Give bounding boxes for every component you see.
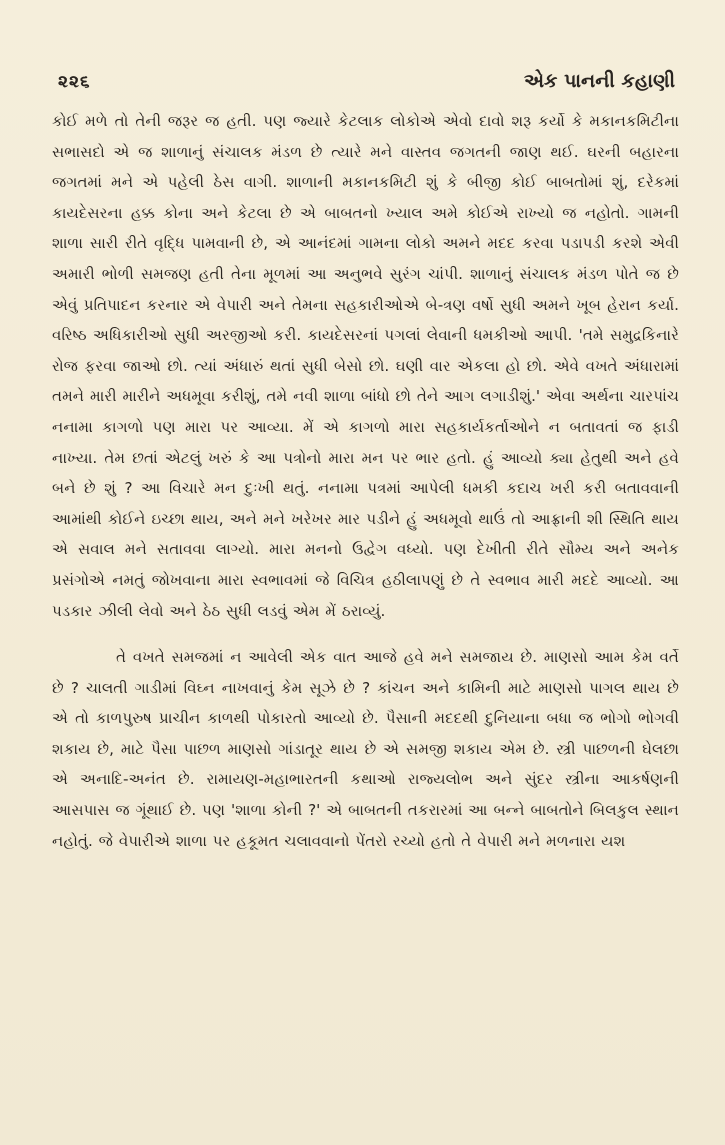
running-title: એક પાનની કહાણી xyxy=(524,70,675,92)
page-number: ૨૨૬ xyxy=(58,72,91,92)
paragraph-1: કોઈ મળે તો તેની જરૂર જ હતી. પણ જ્યારે કેટલાક લોકોએ એવો દાવો શરૂ કર્યો કે મકાનકમિટીના સભાસદો એ જ શાળાનું સંચાલક મંડળ છે ત્યારે મને વાસ્તવ જગતની જાણ થઈ. ઘરની બહારના જગતમાં મને એ પહેલી ઠેસ વાગી. શાળાની મકાનકમિટી શું કે બીજી કોઈ બાબતોમાં શું, દરેકમાં કાયદેસરના હક્ક કોના અને કેટલા છે એ બાબતનો ખ્યાલ અમે કોઈએ રાખ્યો જ નહોતો. ગામની શાળા સારી રીતે વૃદ્ધિ પામવાની છે, એ આનંદમાં ગામના લોકો અમને મદદ કરવા પડાપડી કરશે એવી અમારી ભોળી સમજણ હતી તેના મૂળમાં આ અનુભવે સુરંગ ચાંપી. શાળાનું સંચાલક મંડળ પોતે જ છે એવું પ્રતિપાદન કરનાર એ વેપારી અને તેમના સહકારીઓએ બે-ત્રણ વર્ષો સુધી અમને ખૂબ હેરાન કર્યા. વરિષ્ઠ અધિકારીઓ સુધી અરજીઓ કરી. કાયદેસરનાં પગલાં લેવાની ધમકીઓ આપી. 'તમે સમુદ્રકિનારે રોજ ફરવા જાઓ છો. ત્યાં અંધારું થતાં સુધી બેસો છો. ઘણી વાર એકલા હો છો. એવે વખતે અંધારામાં તમને મારી મારીને અધમૂવા કરીશું, તમે નવી શાળા બાંધો છો તેને આગ લગાડીશું.' એવા અર્થના ચારપાંચ નનામા કાગળો પણ મારા પર આવ્યા. મેં એ કાગળો મારા સહકાર્યકર્તાઓને ન બતાવતાં જ ફાડી નાખ્યા. તેમ છતાં એટલું ખરું કે આ પત્રોનો મારા મન પર ભાર હતો. હું આવ્યો ક્યા હેતુથી અને હવે બને છે શું ? આ વિચારે મન દુઃખી થતું. નનામા પત્રમાં આપેલી ધમકી કદાચ ખરી કરી બતાવવાની આમાંથી કોઈને ઇચ્છા થાય, અને મને ખરેખર માર પડીને હું અધમૂવો થાઉં તો આફ્રાની શી સ્થિતિ થાય એ સવાલ મને સતાવવા લાગ્યો. મારા મનનો ઉદ્વેગ વધ્યો. પણ દેખીતી રીતે સૌમ્ય અને અનેક પ્રસંગોએ નમતું જોખવાના મારા સ્વભાવમાં જે વિચિત્ર હઠીલાપણું છે તે સ્વભાવ મારી મદદે આવ્યો. આ પડકાર ઝીલી લેવો અને ઠેઠ સુધી લડવું એમ મેં ઠરાવ્યું. xyxy=(52,112,679,620)
body-text xyxy=(52,106,679,856)
page-header xyxy=(52,52,679,92)
paragraph-2: તે વખતે સમજમાં ન આવેલી એક વાત આજે હવે મને સમજાય છે. માણસો આમ કેમ વર્તે છે ? ચાલતી ગાડીમાં વિઘ્ન નાખવાનું કેમ સૂઝે છે ? કાંચન અને કામિની માટે માણસો પાગલ થાય છે એ તો કાળપુરુષ પ્રાચીન કાળથી પોકારતો આવ્યો છે. પૈસાની મદદથી દુનિયાના બધા જ ભોગો ભોગવી શકાય છે, માટે પૈસા પાછળ માણસો ગાંડાતૂર થાય છે એ સમજી શકાય એમ છે. સ્ત્રી પાછળની ઘેલછા એ અનાદિ-અનંત છે. રામાયણ-મહાભારતની કથાઓ રાજ્યલોભ અને સુંદર સ્ત્રીના આકર્ષણની આસપાસ જ ગૂંથાઈ છે. પણ 'શાળા કોની ?' એ બાબતની તકરારમાં આ બન્ને બાબતોને બિલકુલ સ્થાન નહોતું. જે વેપારીએ શાળા પર હકૂમત ચલાવવાનો પેંતરો રચ્યો હતો તે વેપારી મને મળનારા યશ xyxy=(52,648,679,850)
